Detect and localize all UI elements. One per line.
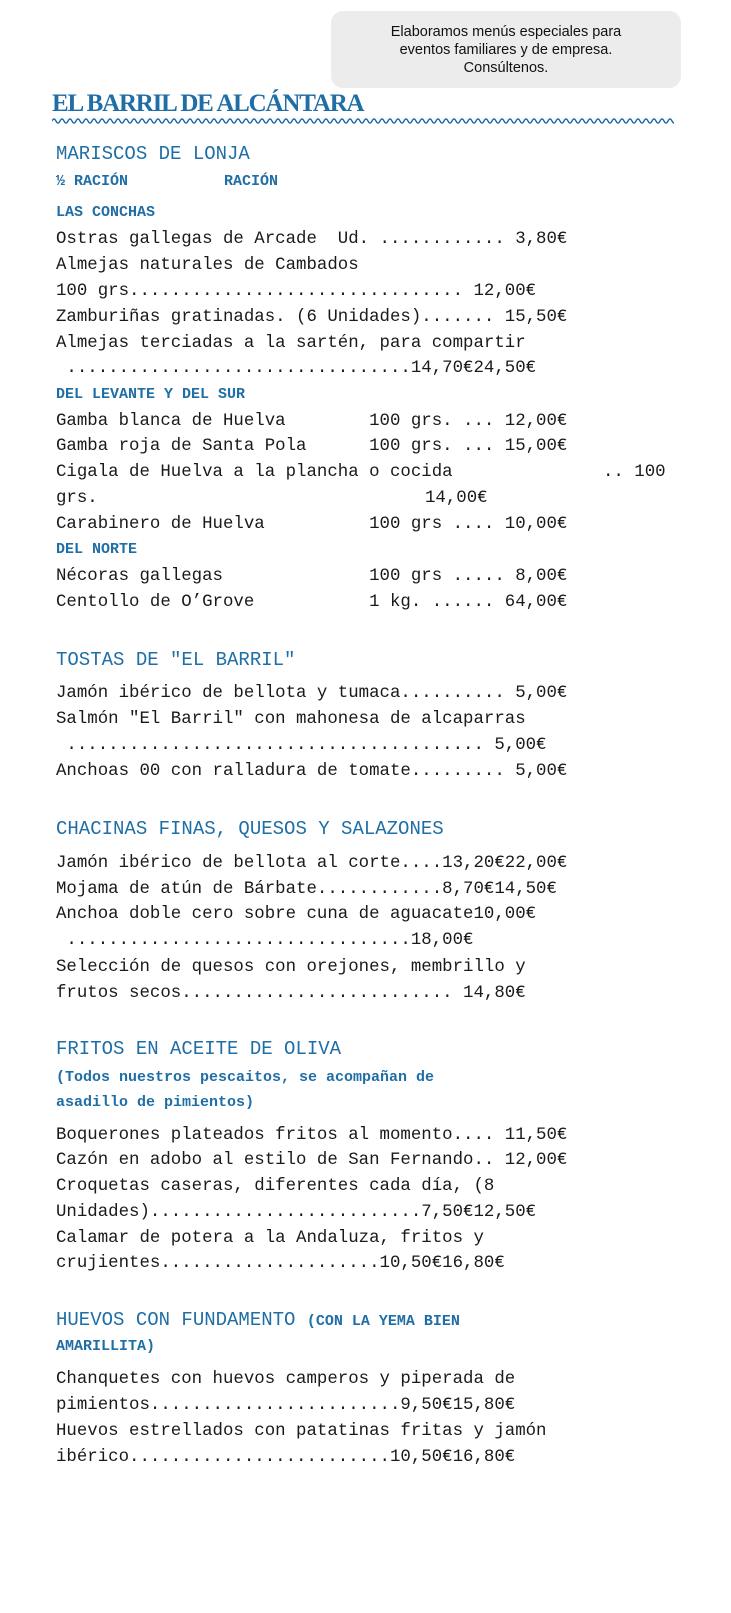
menu-line: Chanquetes con huevos camperos y piperada de: [56, 1370, 516, 1389]
menu-line: Croquetas caseras, diferentes cada día, (8: [56, 1177, 495, 1196]
menu-line: Zamburiñas gratinadas. (6 Unidades)....... 15,50€: [56, 308, 568, 327]
subsection-norte: DEL NORTE: [56, 541, 138, 558]
menu-line: ibérico.........................10,50€16,80€: [56, 1448, 516, 1467]
menu-line: Ostras gallegas de Arcade Ud. ............ 3,80€: [56, 230, 568, 249]
menu-line: Jamón ibérico de bellota y tumaca.......... 5,00€: [56, 684, 568, 703]
subsection-conchas: LAS CONCHAS: [56, 204, 156, 221]
section-note: asadillo de pimientos): [56, 1094, 255, 1111]
section-aside: AMARILLITA): [56, 1338, 156, 1355]
column-full-ration: RACIÓN: [224, 173, 279, 190]
menu-line: .................................18,00€: [56, 931, 474, 950]
section-title-tostas: TOSTAS DE "EL BARRIL": [56, 649, 296, 671]
menu-line: Cazón en adobo al estilo de San Fernando.. 12,00€: [56, 1151, 568, 1170]
menu-line-fragment: .. 100: [603, 463, 666, 482]
menu-line: Almejas naturales de Cambados: [56, 256, 359, 275]
menu-line: .................................14,70€24,50€: [56, 359, 537, 378]
price: 14,00€: [425, 489, 488, 508]
section-title-huevos-text: HUEVOS CON FUNDAMENTO: [56, 1309, 296, 1331]
menu-line: Gamba blanca de Huelva 100 grs. ... 12,00€: [56, 412, 568, 431]
subsection-levante: DEL LEVANTE Y DEL SUR: [56, 386, 246, 403]
menu-line: Gamba roja de Santa Pola 100 grs. ... 15,00€: [56, 437, 568, 456]
restaurant-name: EL BARRIL DE ALCÁNTARA: [52, 90, 364, 117]
menu-line: Boquerones plateados fritos al momento.... 11,50€: [56, 1126, 568, 1145]
menu-line: Carabinero de Huelva 100 grs .... 10,00€: [56, 515, 568, 534]
section-note: (Todos nuestros pescaitos, se acompañan de: [56, 1069, 435, 1086]
menu-line: Mojama de atún de Bárbate............8,70€14,50€: [56, 880, 557, 899]
menu-line: pimientos........................9,50€15,80€: [56, 1396, 516, 1415]
notice-line-1: Elaboramos menús especiales para: [390, 24, 622, 40]
menu-line: Centollo de O’Grove 1 kg. ...... 64,00€: [56, 593, 568, 612]
menu-line: Salmón "El Barril" con mahonesa de alcaparras: [56, 710, 526, 729]
menu-line: ........................................ 5,00€: [56, 736, 547, 755]
menu-line: frutos secos.......................... 14,80€: [56, 984, 526, 1003]
wave-divider: [52, 117, 674, 125]
section-title-chacinas: CHACINAS FINAS, QUESOS Y SALAZONES: [56, 818, 444, 840]
section-title-mariscos: MARISCOS DE LONJA: [56, 143, 250, 165]
menu-line: 100 grs................................ 12,00€: [56, 282, 537, 301]
menu-line: Selección de quesos con orejones, membrillo y: [56, 958, 526, 977]
notice-line-2: eventos familiares y de empresa.: [399, 42, 613, 58]
section-title-huevos: [56, 1308, 460, 1334]
section-title-fritos: FRITOS EN ACEITE DE OLIVA: [56, 1038, 342, 1060]
menu-line: Nécoras gallegas 100 grs ..... 8,00€: [56, 567, 568, 586]
events-notice: [331, 11, 681, 88]
menu-line: Jamón ibérico de bellota al corte....13,20€22,00€: [56, 854, 568, 873]
menu-line: Anchoas 00 con ralladura de tomate......... 5,00€: [56, 762, 568, 781]
menu-line: Huevos estrellados con patatinas fritas y jamón: [56, 1422, 547, 1441]
notice-line-3: Consúltenos.: [463, 60, 549, 76]
menu-line: Cigala de Huelva a la plancha o cocida: [56, 463, 453, 482]
menu-line: Anchoa doble cero sobre cuna de aguacate10,00€: [56, 905, 537, 924]
menu-line: grs.: [56, 489, 98, 508]
menu-line: Unidades)..........................7,50€12,50€: [56, 1203, 537, 1222]
menu-line: crujientes.....................10,50€16,80€: [56, 1254, 505, 1273]
column-half-ration: ½ RACIÓN: [56, 173, 129, 190]
section-aside: (CON LA YEMA BIEN: [306, 1313, 460, 1330]
menu-line: Calamar de potera a la Andaluza, fritos y: [56, 1229, 484, 1248]
menu-line: Almejas terciadas a la sartén, para compartir: [56, 334, 526, 353]
